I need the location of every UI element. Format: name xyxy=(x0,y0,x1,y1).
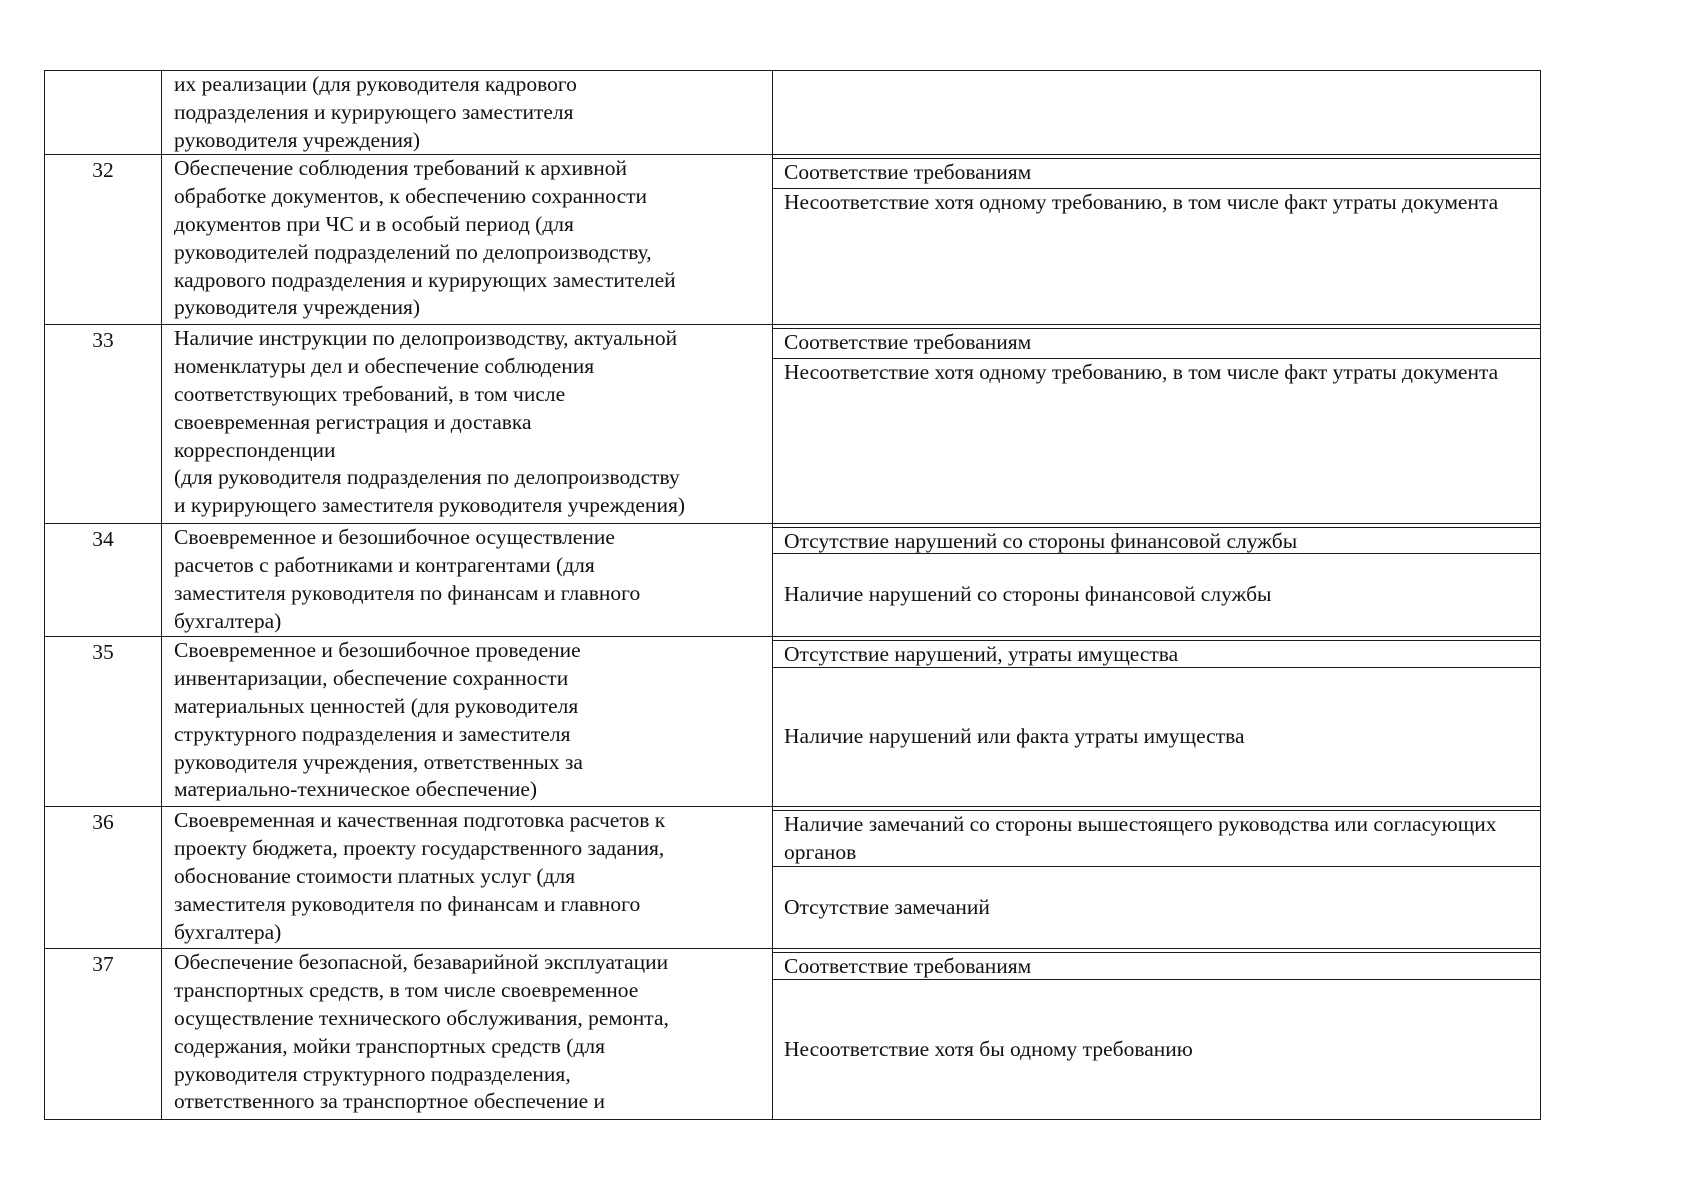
row-number: 37 xyxy=(92,952,114,977)
criterion-text: Своевременное и безошибочное осуществление расчетов с работниками и контрагентами (для заместителя руководителя по финансам и главного бухгалтера) xyxy=(174,525,641,633)
result-cell xyxy=(773,949,1541,1120)
table-row xyxy=(45,524,1541,637)
result-option: Отсутствие нарушений со стороны финансовой службы xyxy=(773,527,1540,553)
result-option: Наличие замечаний со стороны вышестоящего руководства или согласующих органов xyxy=(773,810,1540,866)
criterion-text: их реализации (для руководителя кадрового подразделения и курирующего заместителя руководителя учреждения) xyxy=(174,72,577,152)
table-row xyxy=(45,807,1541,949)
row-number: 33 xyxy=(92,328,114,353)
result-option: Несоответствие хотя одному требованию, в том числе факт утраты документа xyxy=(773,358,1540,387)
result-cell xyxy=(773,155,1541,325)
criterion-cell xyxy=(162,949,773,1120)
table-row xyxy=(45,155,1541,325)
result-option: Наличие нарушений со стороны финансовой службы xyxy=(773,553,1540,636)
criterion-cell xyxy=(162,524,773,637)
row-number-cell xyxy=(45,637,162,807)
criterion-text: Своевременная и качественная подготовка расчетов к проекту бюджета, проекту государственного задания, обоснование стоимости платных услуг (для заместителя руководителя по финансам и главного бухгалтера) xyxy=(174,808,666,944)
result-option: Отсутствие нарушений, утраты имущества xyxy=(773,640,1540,667)
result-option: Соответствие требованиям xyxy=(773,158,1540,188)
row-number-cell xyxy=(45,155,162,325)
table-row xyxy=(45,325,1541,524)
result-option: Соответствие требованиям xyxy=(773,328,1540,358)
result-option: Соответствие требованиям xyxy=(773,952,1540,979)
criterion-text: Обеспечение соблюдения требований к архивной обработке документов, к обеспечению сохранности документов при ЧС и в особый период (для руководителей подразделений по делопроизводству, кадрового подразделения и курирующих заместителей руководителя учреждения) xyxy=(174,156,676,320)
criteria-table xyxy=(44,70,1541,1120)
criterion-cell xyxy=(162,71,773,155)
result-option: Отсутствие замечаний xyxy=(773,866,1540,948)
row-number xyxy=(45,71,161,73)
result-cell xyxy=(773,637,1541,807)
row-number-cell xyxy=(45,71,162,155)
row-number-cell xyxy=(45,524,162,637)
result-option: Наличие нарушений или факта утраты имущества xyxy=(773,667,1540,806)
table-row xyxy=(45,949,1541,1120)
result-cell xyxy=(773,807,1541,949)
result-cell xyxy=(773,325,1541,524)
result-cell xyxy=(773,71,1541,155)
row-number: 34 xyxy=(92,527,114,552)
criterion-cell xyxy=(162,325,773,524)
row-number-cell xyxy=(45,325,162,524)
table-row xyxy=(45,637,1541,807)
table-row xyxy=(45,71,1541,155)
row-number-cell xyxy=(45,949,162,1120)
result-option: Несоответствие хотя бы одному требованию xyxy=(773,979,1540,1119)
criterion-cell xyxy=(162,807,773,949)
row-number-cell xyxy=(45,807,162,949)
criterion-text: Наличие инструкции по делопроизводству, актуальной номенклатуры дел и обеспечение соблюдения соответствующих требований, в том числе своевременная регистрация и доставка корреспонденции (для руководителя подразделения по делопроизводству и курирующего заместителя руководителя учреждения) xyxy=(174,326,685,518)
row-number: 36 xyxy=(92,810,114,835)
criterion-cell xyxy=(162,637,773,807)
criterion-text: Обеспечение безопасной, безаварийной эксплуатации транспортных средств, в том числе своевременное осуществление технического обслуживания, ремонта, содержания, мойки транспортных средств (для руководителя структурного подразделения, ответственного за транспортное обеспечение и xyxy=(174,950,669,1114)
criterion-cell xyxy=(162,155,773,325)
criterion-text: Своевременное и безошибочное проведение инвентаризации, обеспечение сохранности материальных ценностей (для руководителя структурного подразделения и заместителя руководителя учреждения, ответственных за материально-техническое обеспечение) xyxy=(174,638,583,802)
row-number: 35 xyxy=(92,640,114,665)
result-option: Несоответствие хотя одному требованию, в том числе факт утраты документа xyxy=(773,188,1540,217)
result-cell xyxy=(773,524,1541,637)
row-number: 32 xyxy=(92,158,114,183)
